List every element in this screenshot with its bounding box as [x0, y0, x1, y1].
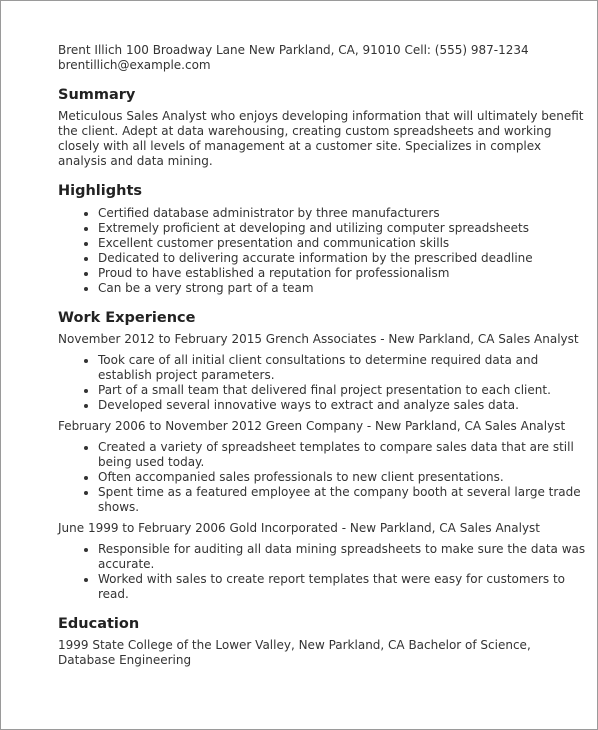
contact-line: Brent Illich 100 Broadway Lane New Parkland, CA, 91010 Cell: (555) 987-1234: [58, 43, 529, 57]
highlights-heading: Highlights: [58, 183, 143, 199]
summary-text: Meticulous Sales Analyst who enjoys developing information that will ultimately benefit the client. Adept at data warehousing, creating custom spreadsheets and working closely with all levels of management at a customer site. Specializes in complex analysis and data mining.: [58, 109, 584, 168]
highlight-item: • Dedicated to delivering accurate information by the prescribed deadline: [98, 251, 588, 266]
job-duties-list: [58, 542, 588, 602]
job-title-line: February 2006 to November 2012 Green Company - New Parkland, CA Sales Analyst: [58, 419, 566, 433]
job-duty: • Often accompanied sales professionals to new client presentations.: [98, 470, 588, 485]
job-duty: • Worked with sales to create report templates that were easy for customers to read.: [98, 572, 588, 602]
job-title-line: November 2012 to February 2015 Grench Associates - New Parkland, CA Sales Analyst: [58, 332, 579, 346]
education-heading: Education: [58, 616, 140, 632]
contact-email: brentillich@example.com: [58, 58, 211, 72]
highlight-item: • Certified database administrator by three manufacturers: [98, 206, 588, 221]
education-text: 1999 State College of the Lower Valley, New Parkland, CA Bachelor of Science, Database Engineering: [58, 638, 531, 667]
highlight-item: • Extremely proficient at developing and utilizing computer spreadsheets: [98, 221, 588, 236]
highlights-list: [58, 206, 588, 296]
summary-heading: Summary: [58, 87, 136, 103]
highlight-item: • Can be a very strong part of a team: [98, 281, 588, 296]
job-title-line: June 1999 to February 2006 Gold Incorporated - New Parkland, CA Sales Analyst: [58, 521, 541, 535]
experience-heading: Work Experience: [58, 310, 196, 326]
job-duty: • Responsible for auditing all data mining spreadsheets to make sure the data was accurate.: [98, 542, 588, 572]
job-duty: • Spent time as a featured employee at the company booth at several large trade shows.: [98, 485, 588, 515]
resume-content: [58, 43, 588, 668]
job-duty: • Developed several innovative ways to extract and analyze sales data.: [98, 398, 588, 413]
highlight-item: • Excellent customer presentation and communication skills: [98, 236, 588, 251]
job-duties-list: [58, 440, 588, 515]
job-duty: • Part of a small team that delivered final project presentation to each client.: [98, 383, 588, 398]
highlight-item: • Proud to have established a reputation for professionalism: [98, 266, 588, 281]
job-duty: • Took care of all initial client consultations to determine required data and establish project parameters.: [98, 353, 588, 383]
job-duty: • Created a variety of spreadsheet templates to compare sales data that are still being used today.: [98, 440, 588, 470]
job-duties-list: [58, 353, 588, 413]
